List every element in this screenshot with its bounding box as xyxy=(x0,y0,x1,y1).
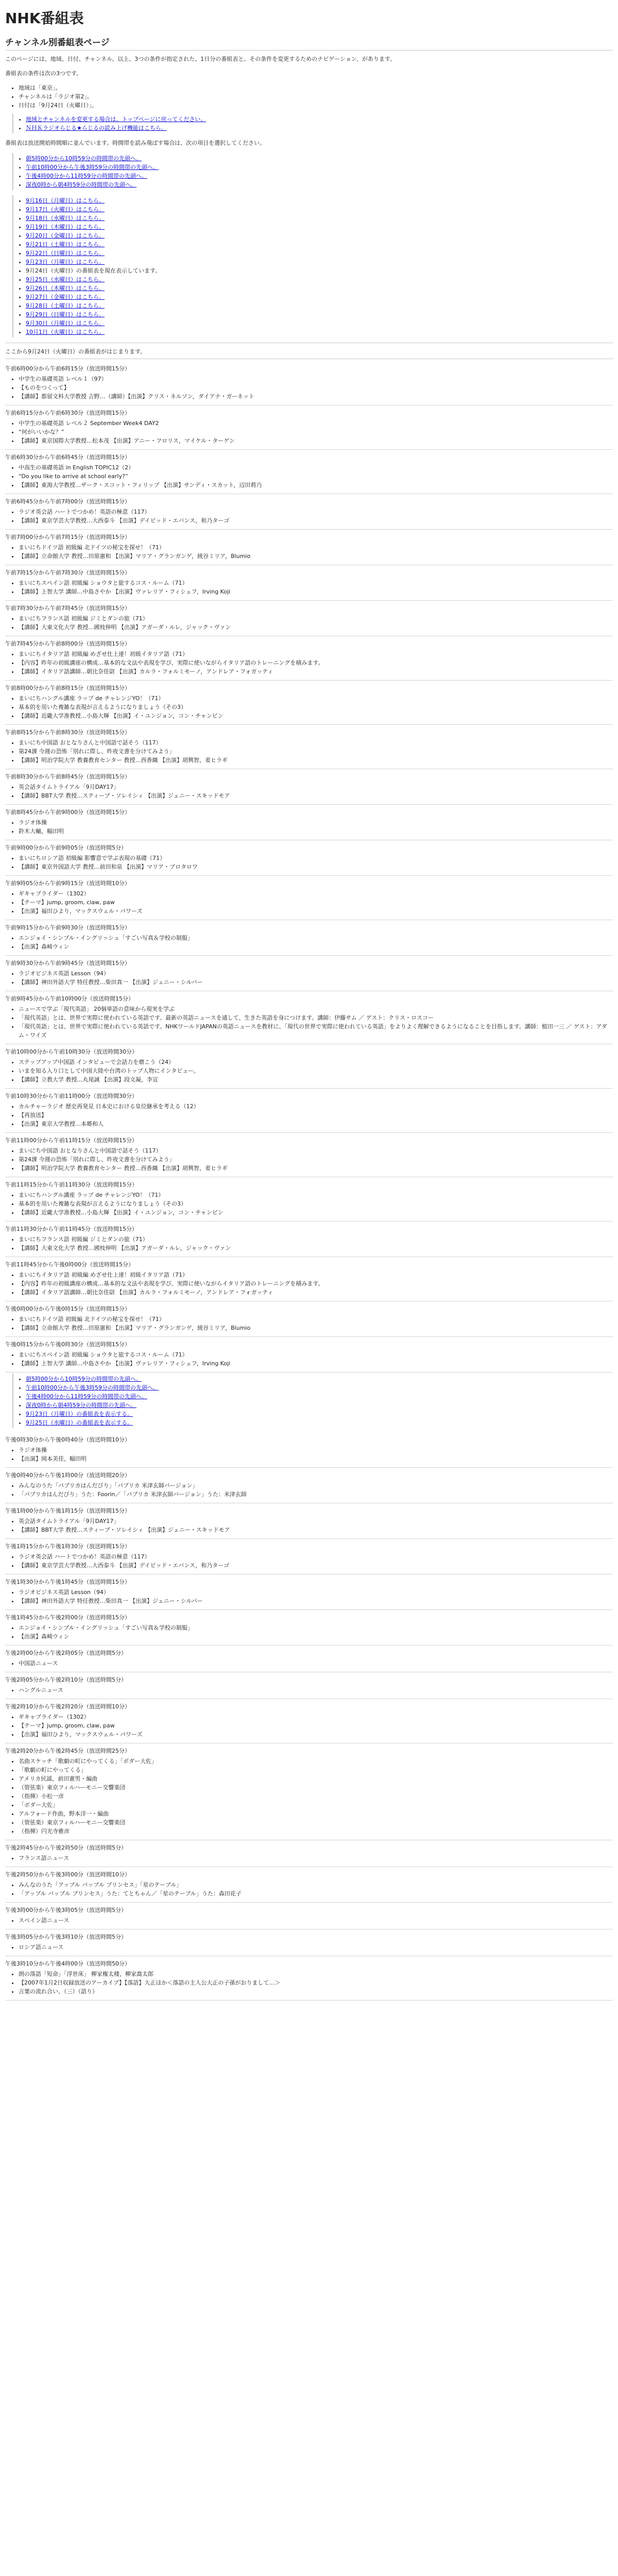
program-detail: • 【再放送】 xyxy=(19,1111,613,1120)
program-time: 午前7時30分から午前7時45分（放送時間15分） xyxy=(5,605,130,612)
date-nav-link[interactable]: 10月1日（火曜日）はこちら。 xyxy=(26,329,105,335)
program-details xyxy=(5,419,613,445)
date-nav-item xyxy=(26,214,613,223)
program-time: 午後0時15分から午後0時30分（放送時間15分） xyxy=(5,1341,130,1348)
program-title: • ラジオビジネス英語 Lesson（94） xyxy=(19,1588,613,1597)
program-details xyxy=(5,783,613,800)
program-title: • ステップアップ中国語 インタビューで会話力を磨こう（24） xyxy=(19,1058,613,1066)
program-time: 午後2時50分から午後3時00分（放送時間10分） xyxy=(5,1871,130,1878)
date-nav-link[interactable]: 9月20日（金曜日）はこちら。 xyxy=(26,232,105,239)
program-time: 午前11時15分から午前11時30分（放送時間15分） xyxy=(5,1181,138,1188)
program-title: • まいにちフランス語 初級編 ジミとダンの旅（71） xyxy=(19,614,613,623)
program-entry xyxy=(5,1338,613,1372)
program-detail: • （管弦楽）東京フィルハーモニー交響楽団 xyxy=(19,1783,613,1792)
date-nav-item xyxy=(26,258,613,266)
program-entry xyxy=(5,806,613,840)
program-detail: • 【テーマ】jump, groom, claw, paw xyxy=(19,898,613,907)
program-title: • ラジオ体操 xyxy=(19,818,613,827)
program-entry xyxy=(5,726,613,769)
program-details xyxy=(5,738,613,765)
program-detail: • 【2007年1月2日収録放送のアーカイブ】【落語】大正ほか＜落語の主人公大正の子孫がおりまして…＞ xyxy=(19,1978,613,1987)
program-time: 午前6時30分から午前6時45分（放送時間15分） xyxy=(5,454,130,461)
program-detail: • 【講師】近畿大学准教授…小島大輝 【出演】イ・ユンジョン，コン・チャンビン xyxy=(19,1208,613,1217)
program-details xyxy=(5,1713,613,1739)
program-entry xyxy=(5,1904,613,1929)
program-detail: • いまを知る入り口として中国大陸や台湾のトップ人物にインタビュー。 xyxy=(19,1066,613,1075)
program-entry xyxy=(5,1575,613,1610)
program-title: • スペイン語ニュース xyxy=(19,1916,613,1925)
program-details xyxy=(5,1686,613,1694)
program-details xyxy=(5,463,613,489)
program-title: • まいにちドイツ語 初級編 北ドイツの秘宝を探せ！（71） xyxy=(19,543,613,552)
program-detail: • 【講師】明治学院大学 教養教育センター 教授…西香織 【出演】胡興智，姜ヒラギ xyxy=(19,756,613,765)
program-title: • まいにちフランス語 初級編 ジミとダンの旅（71） xyxy=(19,1235,613,1244)
program-details xyxy=(5,694,613,720)
program-details xyxy=(5,818,613,836)
program-detail: • 【ものをつくって】 xyxy=(19,383,613,392)
program-entry xyxy=(5,1469,613,1503)
program-detail: • 【内容】昨年の初級講座の構成…基本的な文法や表現を学び、実際に使いながらイタリア語のトレーニングを積みます。 xyxy=(19,1279,613,1288)
date-nav-item xyxy=(26,223,613,231)
date-nav-current: 9月24日（火曜日）の番組表を現在表示しています。 xyxy=(26,267,161,274)
program-title: • まいにちロシア語 初級編 影響意で学ぶ表現の基礎（71） xyxy=(19,854,613,862)
program-time: 午後2時10分から午後2時20分（放送時間10分） xyxy=(5,1703,130,1710)
program-title: • まいにちハングル講座 ラップ de チャレンジYO！（71） xyxy=(19,694,613,703)
date-nav-link[interactable]: 9月27日（金曜日）はこちら。 xyxy=(26,294,105,300)
program-detail: • 【内容】昨年の初級講座の構成…基本的な文法や表現を学び、実際に使いながらイタリア語のトレーニングを積みます。 xyxy=(19,658,613,667)
time-nav-item xyxy=(26,154,613,163)
time-nav-link[interactable]: 午後4時00分から11時59分の時間帯の先頭へ。 xyxy=(26,173,147,179)
mid-nav-link[interactable]: 朝5時00分から10時59分の時間帯の先頭へ。 xyxy=(26,1376,142,1382)
program-details xyxy=(5,1235,613,1252)
program-title: • ロシア語ニュース xyxy=(19,1943,613,1952)
mid-nav-link[interactable]: 午後4時00分から11時59分の時間帯の先頭へ。 xyxy=(26,1393,147,1400)
date-nav-item xyxy=(26,249,613,258)
program-time: 午前8時45分から午前9時00分（放送時間15分） xyxy=(5,809,130,816)
program-details xyxy=(5,1446,613,1463)
program-title: • ギキャプライダー（1302） xyxy=(19,1713,613,1721)
program-details xyxy=(5,579,613,596)
program-details xyxy=(5,1517,613,1534)
program-detail: • 【講師】イタリア語講師…朝比奈佳尉 【出演】カルラ・フォルミモーノ，アンドレア・フォガッティ xyxy=(19,1288,613,1297)
program-detail: • 【講師】立命館大学 教授…田原憲和 【出演】マリア・グランガンゲ，綾谷ミリア，Blumio xyxy=(19,552,613,561)
time-nav-link[interactable]: 深夜0時から朝4時59分の時間帯の先頭へ。 xyxy=(26,181,136,188)
program-time: 午前7時00分から午前7時15分（放送時間15分） xyxy=(5,534,130,540)
program-detail: • 【講師】明治学院大学 教養教育センター 教授…西香織 【出演】胡興智，姜ヒラギ xyxy=(19,1164,613,1173)
program-time: 午後2時45分から午後2時50分（放送時間5分） xyxy=(5,1844,127,1851)
program-detail: • 【出演】森崎ウィン xyxy=(19,942,613,951)
program-title: • ギキャプライダー（1302） xyxy=(19,889,613,898)
program-entry xyxy=(5,362,613,405)
program-details xyxy=(5,1102,613,1128)
program-title: • ラジオ英会話 ハートでつかめ！英語の極意（117） xyxy=(19,1552,613,1561)
program-entry xyxy=(5,841,613,876)
program-details xyxy=(5,614,613,632)
program-entry xyxy=(5,1178,613,1222)
program-title: • まいにちイタリア語 初級編 めざせ仕上達！初級イタリア語（71） xyxy=(19,1270,613,1279)
program-time: 午前9時00分から午前9時05分（放送時間5分） xyxy=(5,844,127,851)
date-nav-item xyxy=(26,328,613,336)
program-time: 午後1時15分から午後1時30分（放送時間15分） xyxy=(5,1543,130,1550)
program-title: • エンジョイ・シンプル・イングリッシュ「すごい写真＆学校の制服」 xyxy=(19,934,613,942)
date-nav-link[interactable]: 9月28日（土曜日）はこちら。 xyxy=(26,302,105,309)
program-detail: • 【講師】都留文科大学教授 吉野…（講師）【出演】クリス・ネルソン，ダイアナ・ガーネット xyxy=(19,392,613,401)
program-detail: • 【出演】森崎ウィン xyxy=(19,1632,613,1641)
program-entry xyxy=(5,566,613,601)
condition-region: • 地域は「東京」。 xyxy=(19,83,613,92)
program-entry xyxy=(5,495,613,530)
program-details xyxy=(5,969,613,987)
program-detail: • 【講師】東京国際大学教授…松本茂 【出演】アニー・フロリス，マイケル・ターゲン xyxy=(19,436,613,445)
program-detail: • 「アップル パップル プリンセス」うた：てとちゃん／「星のテーブル」うた：森田花子 xyxy=(19,1889,613,1898)
page-title: チャンネル別番組表ページ xyxy=(5,32,613,50)
program-details xyxy=(5,1350,613,1368)
date-nav-item xyxy=(26,231,613,240)
program-time: 午前11時45分から午後0時00分（放送時間15分） xyxy=(5,1261,134,1268)
program-time: 午前8時30分から午前8時45分（放送時間15分） xyxy=(5,773,130,780)
program-detail: • アルフォード作曲，野本洋一・編曲 xyxy=(19,1809,613,1818)
program-detail: • “Do you like to arrive at school early?” xyxy=(19,472,613,481)
program-details xyxy=(5,1146,613,1173)
time-nav-item xyxy=(26,180,613,189)
program-detail: • 【講師】神田外語大学 特任教授…柴田真一 【出演】ジェニー・シルバー xyxy=(19,978,613,987)
program-title: • ラジオ英会話 ハートでつかめ！英語の極意（117） xyxy=(19,507,613,516)
program-entry xyxy=(5,1930,613,1956)
program-detail: • 「現代英語」とは、世界で実際に使われている英語です。NHKワールドJAPANの英語ニュースを教材に、「現代の世界で実際に使われている英語」をよりよく理解できるようになることを目指します。講師：植田一三 ／ ゲスト：アダム・ワイズ xyxy=(19,1022,613,1040)
condition-date: • 日付は「9月24日（火曜日）」。 xyxy=(19,101,613,110)
program-details xyxy=(5,507,613,525)
program-time: 午後1時45分から午後2時00分（放送時間15分） xyxy=(5,1614,130,1621)
program-time: 午後2時00分から午後2時05分（放送時間5分） xyxy=(5,1650,127,1656)
date-nav-link[interactable]: 9月19日（木曜日）はこちら。 xyxy=(26,224,105,230)
program-details xyxy=(5,375,613,401)
top-link-item xyxy=(26,115,613,124)
program-title: • まいにちイタリア語 初級編 めざせ仕上達！初級イタリア語（71） xyxy=(19,650,613,658)
site-title: NHK番組表 xyxy=(5,10,84,27)
program-detail: • 【講師】神田外語大学 特任教授…柴田真一 【出演】ジェニー・シルバー xyxy=(19,1597,613,1605)
program-entry xyxy=(5,1841,613,1867)
program-time: 午前9時30分から午前9時45分（放送時間15分） xyxy=(5,960,130,967)
program-title: • エンジョイ・シンプル・イングリッシュ「すごい写真＆学校の制服」 xyxy=(19,1623,613,1632)
program-detail: • 「ボダー大佐」 xyxy=(19,1801,613,1809)
program-title: • まいにちスペイン語 初級編 ショウタと旅するコス・ルーム（71） xyxy=(19,1350,613,1359)
program-entry xyxy=(5,992,613,1044)
program-list xyxy=(5,1433,613,2001)
program-title: • ラジオビジネス英語 Lesson（94） xyxy=(19,969,613,978)
program-list xyxy=(5,362,613,1372)
program-detail: • 基本的を用いた複雑な表現が言えるようになりましょう（その3） xyxy=(19,703,613,711)
program-title: • 朗の落語「短命」「浮世床」 柳家権太楼，柳家喬太郎 xyxy=(19,1970,613,1978)
program-title: • 中高生の基礎英語 in English TOPIC12（2） xyxy=(19,463,613,472)
program-detail: • 【講師】立命館大学 教授…田原憲和 【出演】マリア・グランガンゲ，綾谷ミリア，Blumio xyxy=(19,1324,613,1332)
program-details xyxy=(5,934,613,951)
date-nav-link[interactable]: 9月23日（月曜日）はこちら。 xyxy=(26,259,105,265)
date-nav-item xyxy=(26,205,613,214)
page-description: このページには、地域、日付、チャンネル、以上、3つの条件が指定された、1日分の番組表と、その条件を変更するためのナビゲーション、があります。 xyxy=(5,56,396,62)
program-time: 午前7時15分から午前7時30分（放送時間15分） xyxy=(5,569,130,576)
program-time: 午前11時00分から午前11時15分（放送時間15分） xyxy=(5,1137,138,1144)
program-detail: • 【講師】上智大学 講師…中島さやか 【出演】ヴァレリア・フィシェフ，Irving Koji xyxy=(19,1359,613,1368)
program-details xyxy=(5,1854,613,1862)
program-title: • 中学生の基礎英語 レベル１（97） xyxy=(19,375,613,383)
time-nav-item xyxy=(26,172,613,180)
date-nav-item xyxy=(26,275,613,284)
program-details xyxy=(5,1943,613,1952)
date-nav-link[interactable]: 9月17日（火曜日）はこちら。 xyxy=(26,206,105,213)
program-time: 午後0時40分から午後1時00分（放送時間20分） xyxy=(5,1472,130,1479)
program-detail: • 「現代英語」とは、世界で実際に使われている英語です。最新の英語ニュースを通して、生きた英語を身につけます。講師：伊藤サム ／ ゲスト：クリス・ロスコー xyxy=(19,1013,613,1022)
program-detail: • （指揮）円光寺雅彦 xyxy=(19,1827,613,1836)
program-details xyxy=(5,650,613,676)
mid-nav-link[interactable]: 午前10時00分から午後3時59分の時間帯の先頭へ。 xyxy=(26,1384,159,1391)
date-intro: 番組表は放送開始時間順に並んでいます。時間帯を読み飛ばす場合は、次の項目を選択してください。 xyxy=(5,140,266,146)
date-nav-item xyxy=(26,301,613,310)
program-time: 午前7時45分から午前8時00分（放送時間15分） xyxy=(5,640,130,647)
program-detail: • 【講師】上智大学 講師…中島さやか 【出演】ヴァレリア・フィシェフ，Irving Koji xyxy=(19,587,613,596)
program-details xyxy=(5,1270,613,1297)
program-title: • まいにちスペイン語 初級編 ショウタと旅するコス・ルーム（71） xyxy=(19,579,613,587)
program-title: • フランス語ニュース xyxy=(19,1854,613,1862)
program-detail: • 【講師】大東文化大学 教授…國枝伸明 【出演】アガーダ・ルレ，ジャック・ヴァン xyxy=(19,623,613,632)
program-detail: • “何がいいかな？” xyxy=(19,428,613,436)
program-detail: • 第24課 今週の恐怖「別れに際し、昨夜文書を分けてみよう」 xyxy=(19,747,613,756)
date-nav-item xyxy=(26,293,613,301)
program-title: • みんなのうた「アップル パップル プリンセス」「星のテーブル」 xyxy=(19,1880,613,1889)
date-nav-link[interactable]: 9月26日（木曜日）はこちら。 xyxy=(26,285,105,292)
program-detail: • 【講師】BBT大学 教授…スティーブ・ソレイシィ 【出演】ジェニー・スキッドモア xyxy=(19,1526,613,1534)
program-details xyxy=(5,1623,613,1641)
mid-nav-link[interactable]: 深夜0時から朝4時59分の時間帯の先頭へ。 xyxy=(26,1402,136,1409)
program-detail: • 【講師】イタリア語講師…朝比奈佳尉 【出演】カルラ・フォルミモーノ，アンドレア・フォガッティ xyxy=(19,667,613,676)
program-title: • まいにちハングル講座 ラップ de チャレンジYO！（71） xyxy=(19,1191,613,1199)
program-entry xyxy=(5,531,613,565)
program-time: 午後2時20分から午後2時45分（放送時間25分） xyxy=(5,1748,130,1754)
program-entry xyxy=(5,1540,613,1574)
program-time: 午前6時45分から午前7時00分（放送時間15分） xyxy=(5,498,130,505)
program-time: 午前9時45分から午前10時00分（放送時間15分） xyxy=(5,995,134,1002)
program-time: 午前9時15分から午前9時30分（放送時間15分） xyxy=(5,924,130,931)
conditions-list xyxy=(5,83,613,110)
radiru-link[interactable]: ＮＨＫラジオらじる★らじるの読み上げ機能はこちら。 xyxy=(26,125,167,131)
program-title: • ハングルニュース xyxy=(19,1686,613,1694)
program-entry xyxy=(5,1302,613,1337)
program-entry xyxy=(5,637,613,681)
program-details xyxy=(5,1880,613,1898)
mid-nav-item xyxy=(26,1418,613,1427)
program-title: • まいにち中国語 おとなりさんと中国語で話そう（117） xyxy=(19,738,613,747)
program-detail: • 【講師】東京学芸大学教授…大西泰斗 【出演】デイビッド・エバンス，和乃ターゴ xyxy=(19,516,613,525)
program-detail: • 【出演】福田ひより，マックスウェル・パワーズ xyxy=(19,1730,613,1739)
program-title: • まいにち中国語 おとなりさんと中国語で話そう（117） xyxy=(19,1146,613,1155)
program-details xyxy=(5,1659,613,1668)
date-nav-link[interactable]: 9月16日（月曜日）はこちら。 xyxy=(26,197,105,204)
program-time: 午後3時00分から午後3時05分（放送時間5分） xyxy=(5,1907,127,1913)
program-detail: • 【講師】東海大学教授…ザーク・スコット・フィリップ 【出演】サンディ・スカット，辺田莉乃 xyxy=(19,481,613,489)
program-detail: • 【テーマ】jump, groom, claw, paw xyxy=(19,1721,613,1730)
program-detail: • 【出演】東京大学教授…本郷和人 xyxy=(19,1120,613,1128)
program-detail: • 【講師】立教大学 教授…丸尾誠 【出演】段文凝，李宣 xyxy=(19,1075,613,1084)
program-detail: • 基本的を用いた複雑な表現が言えるようになりましょう（その3） xyxy=(19,1199,613,1208)
program-entry xyxy=(5,1957,613,2001)
date-nav xyxy=(12,195,613,337)
program-details xyxy=(5,1588,613,1605)
date-nav-item xyxy=(26,240,613,249)
program-entry xyxy=(5,1504,613,1539)
program-details xyxy=(5,854,613,871)
date-nav-link[interactable]: 9月22日（日曜日）はこちら。 xyxy=(26,250,105,257)
mid-nav-link[interactable]: 9月23日（月曜日）の番組表を表示する。 xyxy=(26,1411,133,1417)
program-details xyxy=(5,1970,613,1996)
program-details xyxy=(5,1552,613,1570)
condition-channel: • チャンネルは「ラジオ第2」。 xyxy=(19,92,613,101)
program-entry xyxy=(5,602,613,636)
program-title: • みんなのうた「パプリカはんだびり」「パプリカ 米津玄師バージョン」 xyxy=(19,1481,613,1490)
program-title: • 英会話タイムトライアル「9月DAY17」 xyxy=(19,1517,613,1526)
program-time: 午後1時00分から午後1時15分（放送時間15分） xyxy=(5,1507,130,1514)
mid-nav-item xyxy=(26,1392,613,1401)
program-details xyxy=(5,1315,613,1332)
program-title: • 英会話タイムトライアル「9月DAY17」 xyxy=(19,783,613,791)
date-nav-link[interactable]: 9月30日（月曜日）はこちら。 xyxy=(26,320,105,327)
program-time: 午後2時05分から午後2時10分（放送時間5分） xyxy=(5,1676,127,1683)
program-details xyxy=(5,1757,613,1836)
program-detail: • 【講師】BBT大学 教授…スティーブ・ソレイシィ 【出演】ジェニー・スキッドモア xyxy=(19,791,613,800)
program-title: • 名曲スケッチ「歌劇の町にやってくる」「ボダー大佐」 xyxy=(19,1757,613,1766)
time-nav-link[interactable]: 朝5時00分から10時59分の時間帯の先頭へ。 xyxy=(26,155,142,162)
program-entry xyxy=(5,921,613,956)
program-detail: • 【出演】岡本美佳，幅田明 xyxy=(19,1454,613,1463)
mid-nav-item xyxy=(26,1375,613,1383)
program-detail: • 言葉の流れ合い、（三）（語り） xyxy=(19,1987,613,1996)
program-detail: • （指揮）小松一彦 xyxy=(19,1792,613,1801)
program-entry xyxy=(5,1433,613,1468)
program-detail: • 【講師】東京学芸大学教授…大西泰斗 【出演】デイビッド・エバンス，和乃ターゴ xyxy=(19,1561,613,1570)
program-detail: • 鈴木大輔，幅田明 xyxy=(19,827,613,836)
date-nav-item xyxy=(26,284,613,293)
program-title: • まいにちドイツ語 初級編 北ドイツの秘宝を探せ！（71） xyxy=(19,1315,613,1324)
program-details xyxy=(5,1058,613,1084)
program-detail: • 【講師】近畿大学准教授…小島大輝 【出演】イ・ユンジョン，コン・チャンビン xyxy=(19,711,613,720)
program-time: 午前10時30分から午前11時00分（放送時間30分） xyxy=(5,1093,138,1099)
program-entry xyxy=(5,1090,613,1133)
time-nav-item xyxy=(26,163,613,172)
program-detail: • 【講師】大東文化大学 教授…國枝伸明 【出演】アガーダ・ルレ，ジャック・ヴァン xyxy=(19,1244,613,1252)
mid-nav xyxy=(12,1374,613,1428)
program-title: • 中学生の基礎英語 レベル２ September Week4 DAY2 xyxy=(19,419,613,428)
program-entry xyxy=(5,406,613,450)
mid-nav-link[interactable]: 9月25日（水曜日）の番組表を表示する。 xyxy=(26,1419,133,1426)
program-detail: • アメリカ民謡，前田憲男・編曲 xyxy=(19,1774,613,1783)
program-entry xyxy=(5,451,613,494)
date-nav-link[interactable]: 9月25日（水曜日）はこちら。 xyxy=(26,276,105,283)
program-entry xyxy=(5,1744,613,1840)
program-details xyxy=(5,1005,613,1040)
conditions-intro: 番組表の条件は次の3つです。 xyxy=(5,70,82,77)
program-time: 午前8時15分から午前8時30分（放送時間15分） xyxy=(5,729,130,736)
program-details xyxy=(5,1481,613,1499)
program-entry xyxy=(5,1045,613,1089)
program-entry xyxy=(5,1223,613,1257)
program-time: 午前9時05分から午前9時15分（放送時間10分） xyxy=(5,880,130,887)
program-detail: • 「パプリカはんだびり」うた：Foorin／「パプリカ 米津玄師バージョン」うた：米津玄師 xyxy=(19,1490,613,1499)
program-title: • ラジオ体操 xyxy=(19,1446,613,1454)
program-time: 午前10時00分から午前10時30分（放送時間30分） xyxy=(5,1048,138,1055)
program-details xyxy=(5,1191,613,1217)
program-detail: • 「歌劇の町にやってくる」 xyxy=(19,1766,613,1774)
program-details xyxy=(5,543,613,561)
time-nav-link[interactable]: 午前10時00分から午後3時59分の時間帯の先頭へ。 xyxy=(26,164,159,171)
program-entry xyxy=(5,682,613,725)
date-nav-item xyxy=(26,319,613,328)
program-detail: • 第24課 今週の恐怖「別れに際し、昨夜文書を分けてみよう」 xyxy=(19,1155,613,1164)
program-entry xyxy=(5,1134,613,1177)
program-time: 午後3時05分から午後3時10分（放送時間5分） xyxy=(5,1934,127,1940)
program-entry xyxy=(5,770,613,805)
program-title: • 中国語ニュース xyxy=(19,1659,613,1668)
date-nav-item xyxy=(26,310,613,319)
program-entry xyxy=(5,957,613,991)
date-nav-link[interactable]: 9月18日（水曜日）はこちら。 xyxy=(26,215,105,222)
time-nav xyxy=(12,153,613,190)
top-link-item xyxy=(26,124,613,132)
program-entry xyxy=(5,1647,613,1672)
mid-nav-item xyxy=(26,1401,613,1410)
program-entry xyxy=(5,1700,613,1743)
mid-nav-item xyxy=(26,1410,613,1418)
mid-nav-item xyxy=(26,1383,613,1392)
list-intro: ここから9月24日（火曜日）の番組表がはじまります。 xyxy=(5,348,146,355)
date-nav-item xyxy=(26,266,613,275)
program-time: 午後0時00分から午後0時15分（放送時間15分） xyxy=(5,1306,130,1312)
date-nav-link[interactable]: 9月21日（土曜日）はこちら。 xyxy=(26,241,105,248)
program-detail: • （管弦楽）東京フィルハーモニー交響楽団 xyxy=(19,1818,613,1827)
program-time: 午前6時15分から午前6時30分（放送時間15分） xyxy=(5,410,130,416)
program-time: 午後3時10分から午後4時00分（放送時間50分） xyxy=(5,1960,130,1967)
program-entry xyxy=(5,877,613,920)
program-details xyxy=(5,889,613,916)
top-links xyxy=(12,114,613,133)
program-entry xyxy=(5,1611,613,1646)
program-time: 午前11時30分から午前11時45分（放送時間15分） xyxy=(5,1226,138,1232)
program-entry xyxy=(5,1868,613,1903)
date-nav-item xyxy=(26,196,613,205)
program-title: • カルチャーラジオ 歴史再発見 日本史における皇位継承を考える（12） xyxy=(19,1102,613,1111)
program-details xyxy=(5,1916,613,1925)
program-time: 午後0時30分から午後0時40分（放送時間10分） xyxy=(5,1436,130,1443)
back-to-top-link[interactable]: 地域とチャンネルを変更する場合は、トップページに戻ってください。 xyxy=(26,116,207,123)
program-title: • ニュースで学ぶ「現代英語」 20個単語の意味から現実を学ぶ xyxy=(19,1005,613,1013)
program-detail: • 【出演】福田ひより，マックスウェル・パワーズ xyxy=(19,907,613,916)
program-time: 午前6時00分から午前6時15分（放送時間15分） xyxy=(5,365,130,372)
program-time: 午後1時30分から午後1時45分（放送時間15分） xyxy=(5,1579,130,1585)
program-detail: • 【講師】東京外国語大学 教授…前田和泉 【出演】マリア・プロタロワ xyxy=(19,862,613,871)
program-time: 午前8時00分から午前8時15分（放送時間15分） xyxy=(5,685,130,691)
program-entry xyxy=(5,1258,613,1301)
date-nav-link[interactable]: 9月29日（日曜日）はこちら。 xyxy=(26,311,105,318)
program-entry xyxy=(5,1673,613,1699)
